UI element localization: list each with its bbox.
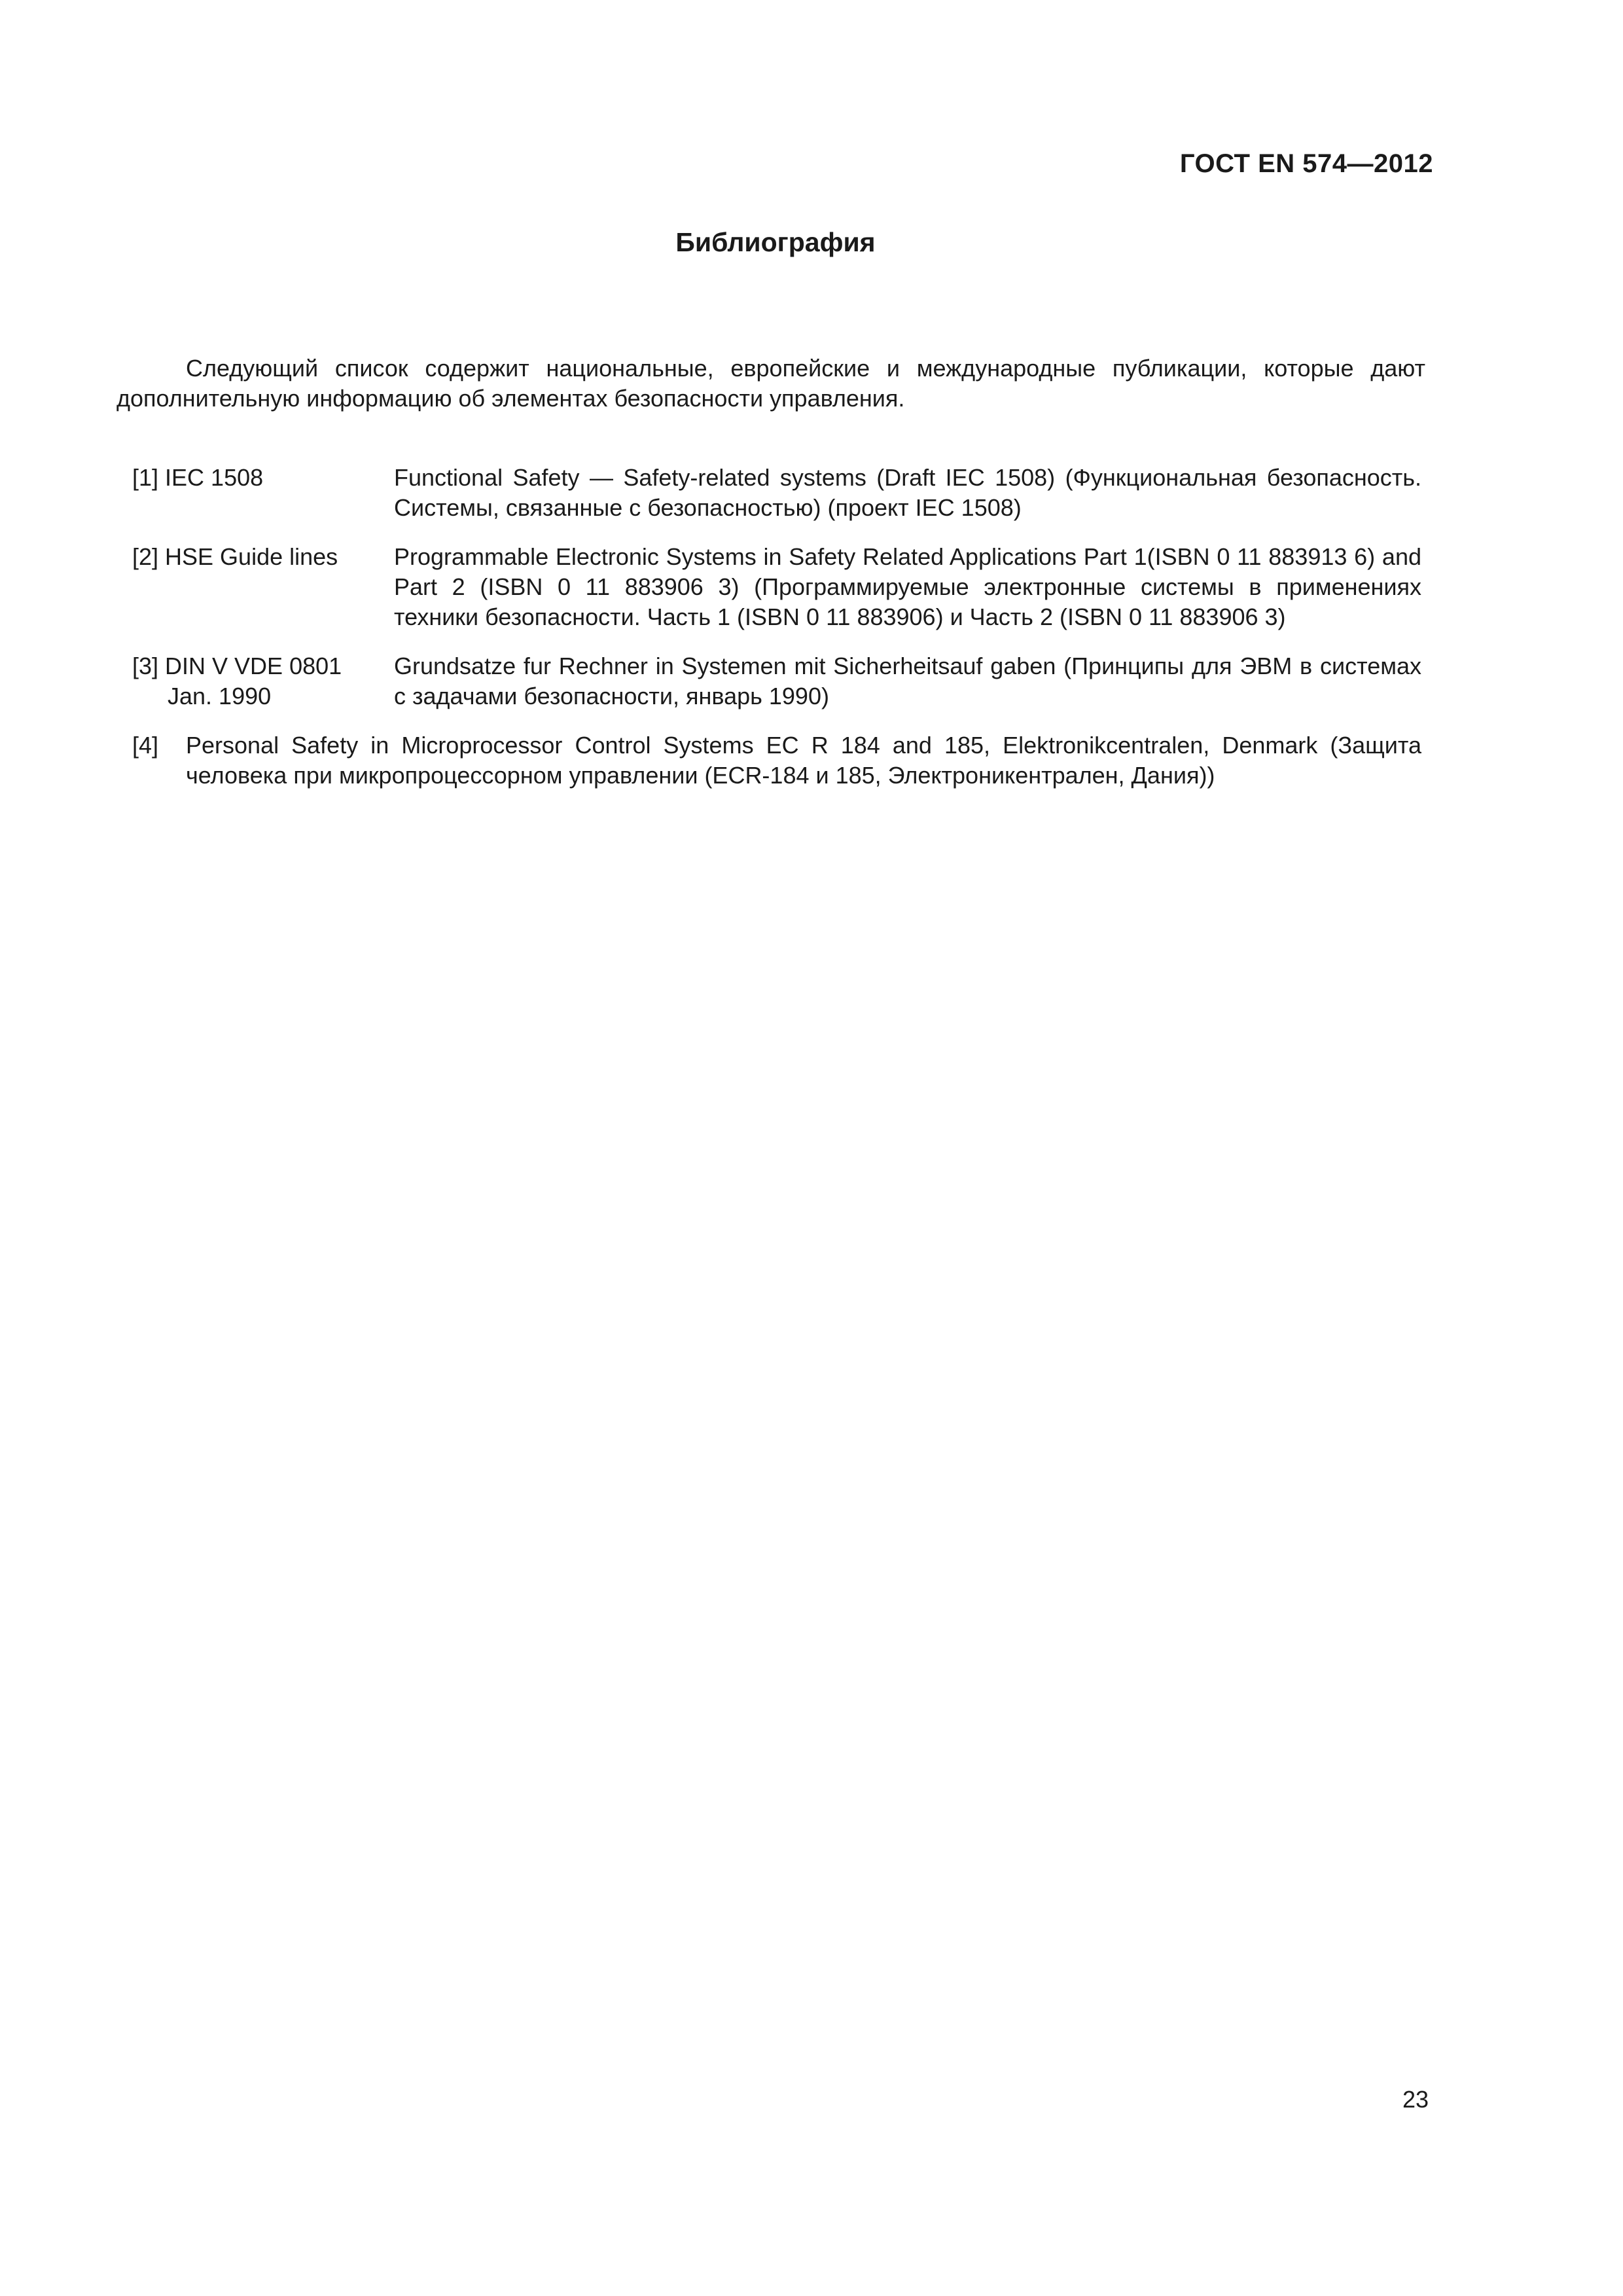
bibliography-entry-label — [132, 542, 394, 632]
page-number: 23 — [1402, 2086, 1429, 2113]
bibliography-entry-label-text: [3] DIN V VDE 0801 — [132, 653, 342, 679]
bibliography-entry-label-date: Jan. 1990 — [168, 683, 272, 709]
intro-paragraph: Следующий список содержит национальные, европейские и международные публикации, которые дают дополнительную информацию об элементах безопасности управления. — [116, 355, 1425, 412]
bibliography-entry-label — [132, 651, 394, 711]
bibliography-entry-label-text: [1] IEC 1508 — [132, 464, 264, 491]
bibliography-entry-1 — [132, 463, 1421, 523]
bibliography-entry-label-text: [2] HSE Guide lines — [132, 543, 338, 570]
bibliography-list — [132, 463, 1421, 810]
bibliography-entry-label: [4] — [132, 732, 159, 759]
bibliography-entry-3 — [132, 651, 1421, 711]
bibliography-entry-text: Personal Safety in Microprocessor Control Systems EC R 184 and 185, Elektronikcentralen, Denmark (Защита человека при микропроцессорном управлении (ECR-184 и 185, Электроникентрален, Дания)) — [186, 732, 1421, 789]
bibliography-entry-4 — [132, 730, 1421, 791]
bibliography-entry-text: Grundsatze fur Rechner in Systemen mit Sicherheitsauf gaben (Принципы для ЭВМ в системах с задачами безопасности, январь 1990) — [394, 653, 1421, 709]
bibliography-entry-text: Programmable Electronic Systems in Safety Related Applications Part 1(ISBN 0 11 883913 6) and Part 2 (ISBN 0 11 883906 3) (Программируемые электронные системы в применениях техники безопасности. Часть 1 (ISBN 0 11 883906) и Часть 2 (ISBN 0 11 883906 3) — [394, 543, 1421, 630]
page-title: Библиография — [675, 227, 876, 257]
bibliography-entry-2 — [132, 542, 1421, 632]
bibliography-entry-label — [132, 463, 394, 523]
bibliography-entry-text: Functional Safety — Safety-related systems (Draft IEC 1508) (Функциональная безопасность. Системы, связанные с безопасностью) (проект IEC 1508) — [394, 464, 1421, 521]
standard-code: ГОСТ EN 574—2012 — [1179, 149, 1433, 178]
